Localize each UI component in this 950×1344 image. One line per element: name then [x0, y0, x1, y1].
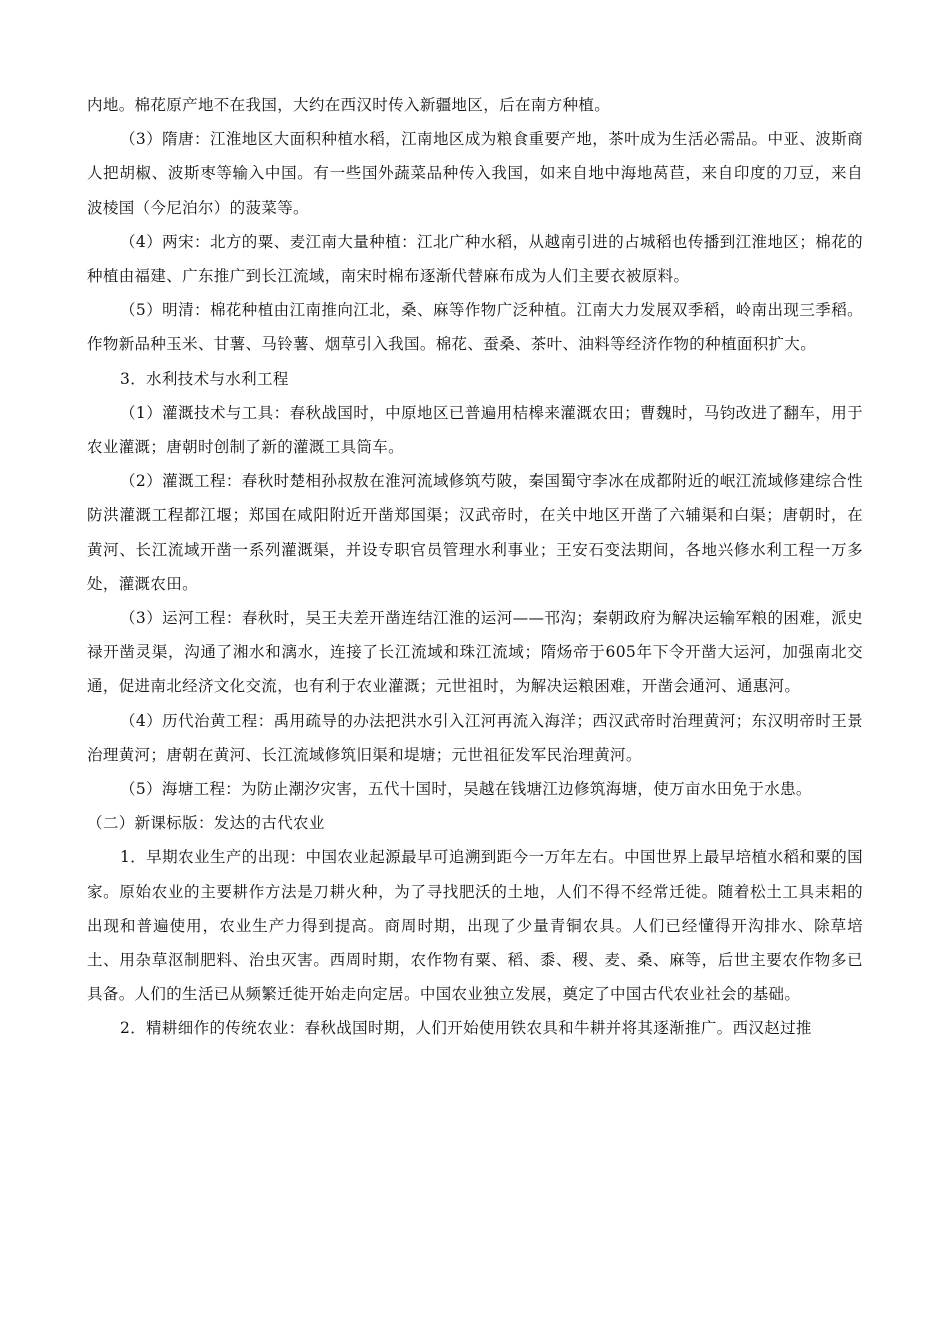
paragraph-sui-tang: （3）隋唐：江淮地区大面积种植水稻，江南地区成为粮食重要产地，茶叶成为生活必需品。中亚、波斯商人把胡椒、波斯枣等输入中国。有一些国外蔬菜品种传入我国，如来自地中海地莴苣，来自印度的刀豆，来自波棱国（今尼泊尔）的菠菜等。	[87, 130, 863, 217]
paragraph-seawall: （5）海塘工程：为防止潮汐灾害，五代十国时，吴越在钱塘江边修筑海塘，使万亩水田免于水患。	[120, 780, 812, 799]
paragraph-yellow-river: （4）历代治黄工程：禹用疏导的办法把洪水引入江河再流入海洋；西汉武帝时治理黄河；东汉明帝时王景治理黄河；唐朝在黄河、长江流域修筑旧渠和堤塘；元世祖征发军民治理黄河。	[87, 711, 863, 764]
section-heading-new-curriculum: （二）新课标版：发达的古代农业	[87, 814, 325, 833]
paragraph-canal-projects: （3）运河工程：春秋时，吴王夫差开凿连结江淮的运河——邗沟；秦朝政府为解决运输军粮的困难，派史禄开凿灵渠，沟通了湘水和漓水，连接了长江流域和珠江流域；隋炀帝于605年下令开凿大运河，加强南北交通，促进南北经济文化交流，也有利于农业灌溉；元世祖时，为解决运粮困难，开凿会通河、通惠河。	[87, 609, 863, 696]
paragraph-ming-qing: （5）明清：棉花种植由江南推向江北，桑、麻等作物广泛种植。江南大力发展双季稻，岭南出现三季稻。作物新品种玉米、甘薯、马铃薯、烟草引入我国。棉花、蚕桑、茶叶、油料等经济作物的种植面积扩大。	[87, 301, 863, 354]
paragraph-irrigation-tools: （1）灌溉技术与工具：春秋战国时，中原地区已普遍用桔槔来灌溉农田；曹魏时，马钧改进了翻车，用于农业灌溉；唐朝时创制了新的灌溉工具筒车。	[87, 403, 863, 457]
paragraph-early-agriculture: 1．早期农业生产的出现：中国农业起源最早可追溯到距今一万年左右。中国世界上最早培植水稻和粟的国家。原始农业的主要耕作方法是刀耕火种，为了寻找肥沃的土地，人们不得不经常迁徙。随着松土工具耒耜的出现和普遍使用，农业生产力得到提高。商周时期，出现了少量青铜农具。人们已经懂得开沟排水、除草培土、用杂草沤制肥料、治虫灭害。西周时期，农作物有粟、稻、黍、稷、麦、桑、麻等，后世主要农作物多已具备。人们的生活已从频繁迁徙开始走向定居。中国农业独立发展，奠定了中国古代农业社会的基础。	[87, 848, 863, 1004]
document-body	[87, 88, 863, 1046]
paragraph-intensive-farming: 2．精耕细作的传统农业：春秋战国时期，人们开始使用铁农具和牛耕并将其逐渐推广。西汉赵过推	[120, 1019, 812, 1038]
paragraph-song: （4）两宋：北方的粟、麦江南大量种植：江北广种水稻，从越南引进的占城稻也传播到江淮地区；棉花的种植由福建、广东推广到长江流域，南宋时棉布逐渐代替麻布成为人们主要衣被原料。	[87, 232, 863, 286]
paragraph-cotton-origin: 内地。棉花原产地不在我国，大约在西汉时传入新疆地区，后在南方种植。	[87, 96, 611, 114]
paragraph-irrigation-projects: （2）灌溉工程：春秋时楚相孙叔敖在淮河流域修筑芍陂，秦国蜀守李冰在成都附近的岷江流域修建综合性防洪灌溉工程都江堰；郑国在咸阳附近开凿郑国渠；汉武帝时，在关中地区开凿了六辅渠和白渠；唐朝时，在黄河、长江流域开凿一系列灌溉渠，并设专职官员管理水利事业；王安石变法期间，各地兴修水利工程一万多处，灌溉农田。	[87, 472, 863, 593]
heading-water-conservancy: 3．水利技术与水利工程	[120, 369, 289, 388]
